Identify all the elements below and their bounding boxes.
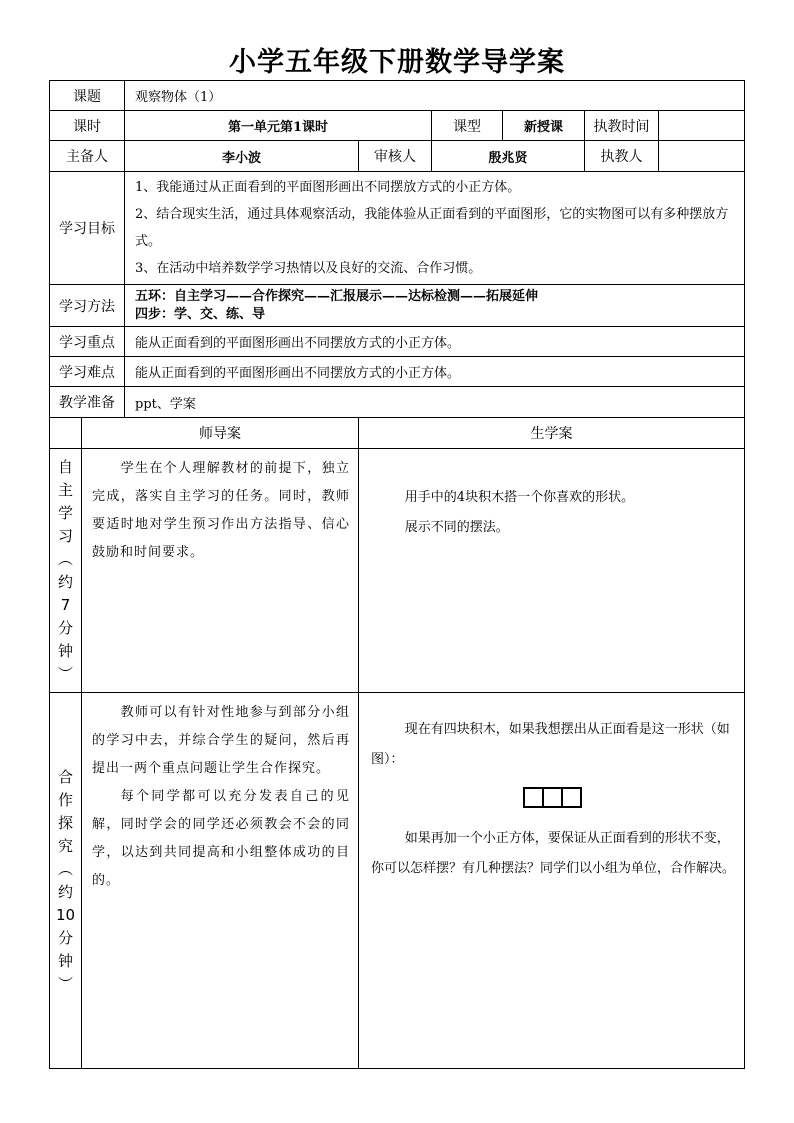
difficulty-value: 能从正面看到的平面图形画出不同摆放方式的小正方体。: [125, 357, 745, 387]
lesson-plan-table: [49, 80, 745, 1069]
section-self-study: [50, 449, 745, 693]
cube-square: [561, 787, 582, 808]
topic-value: 观察物体（1）: [125, 81, 745, 111]
topic-row: [50, 81, 745, 111]
teach-time-label: 执教时间: [585, 111, 659, 141]
type-value: 新授课: [503, 111, 585, 141]
method-line: 四步：学、交、练、导: [135, 306, 266, 322]
section-label: 合 作 探 究 ︵ 约 10 分 钟 ︶: [50, 693, 82, 1069]
goal-item: 1、我能通过从正面看到的平面图形画出不同摆放方式的小正方体。: [135, 180, 521, 195]
student-column-header: 生学案: [359, 418, 745, 449]
page-title: 小学五年级下册数学导学案: [229, 47, 565, 78]
student-paragraph: 展示不同的摆法。: [404, 520, 509, 535]
preparer-value: 李小波: [125, 141, 359, 172]
corner-cell: [50, 418, 82, 449]
goals-row: [50, 172, 745, 285]
preparer-label: 主备人: [50, 141, 125, 172]
goal-item: 3、在活动中培养数学学习热情以及良好的交流、合作习惯。: [135, 261, 482, 276]
goals-label: 学习目标: [50, 172, 125, 285]
method-row: [50, 285, 745, 327]
teacher-guide-text: [82, 693, 359, 1069]
method-content: [125, 285, 745, 327]
section-cooperative-study: [50, 693, 745, 1069]
goals-content: [125, 172, 745, 285]
key-point-row: [50, 327, 745, 357]
teacher-guide-text: [82, 449, 359, 693]
goal-item: 2、结合现实生活，通过具体观察活动，我能体验从正面看到的平面图形，它的实物图可以有多种摆放方式。: [135, 207, 729, 249]
student-paragraph: 现在有四块积木，如果我想摆出从正面看是这一形状（如图）：: [371, 722, 730, 767]
teacher-label: 执教人: [585, 141, 659, 172]
reviewer-label: 审核人: [359, 141, 432, 172]
teach-time-value: [659, 111, 745, 141]
column-header-row: [50, 418, 745, 449]
teacher-paragraph: 每个同学都可以充分发表自己的见解，同时学会的同学还必须教会不会的同学，以达到共同提高和小组整体成功的目的。: [92, 789, 350, 888]
cube-square: [542, 787, 563, 808]
key-point-label: 学习重点: [50, 327, 125, 357]
preparation-row: [50, 387, 745, 418]
method-line: 五环：自主学习——合作探究——汇报展示——达标检测——拓展延伸: [135, 288, 539, 304]
type-label: 课型: [432, 111, 503, 141]
preparer-row: [50, 141, 745, 172]
teacher-value: [659, 141, 745, 172]
section-label: 自 主 学 习 ︵ 约 7 分 钟 ︶: [50, 449, 82, 693]
period-label: 课时: [50, 111, 125, 141]
three-cube-front-view-figure: [371, 787, 736, 808]
cube-square: [523, 787, 544, 808]
preparation-value: ppt、学案: [125, 387, 745, 418]
difficulty-row: [50, 357, 745, 387]
period-row: [50, 111, 745, 141]
period-value: 第一单元第1课时: [125, 111, 432, 141]
difficulty-label: 学习难点: [50, 357, 125, 387]
preparation-label: 教学准备: [50, 387, 125, 418]
reviewer-value: 殷兆贤: [432, 141, 585, 172]
student-plan-text: [359, 693, 745, 1069]
teacher-column-header: 师导案: [82, 418, 359, 449]
student-plan-text: [359, 449, 745, 693]
method-label: 学习方法: [50, 285, 125, 327]
topic-label: 课题: [50, 81, 125, 111]
teacher-paragraph: 教师可以有针对性地参与到部分小组的学习中去，并综合学生的疑问，然后再提出一两个重点问题让学生合作探究。: [92, 705, 350, 776]
student-paragraph: 用手中的4块积木搭一个你喜欢的形状。: [404, 490, 635, 505]
key-point-value: 能从正面看到的平面图形画出不同摆放方式的小正方体。: [125, 327, 745, 357]
teacher-paragraph: 学生在个人理解教材的前提下，独立完成，落实自主学习的任务。同时，教师要适时地对学生预习作出方法指导、信心鼓励和时间要求。: [92, 461, 350, 560]
student-paragraph: 如果再加一个小正方体，要保证从正面看到的形状不变，你可以怎样摆？有几种摆法？同学们以小组为单位，合作解决。: [371, 831, 736, 876]
